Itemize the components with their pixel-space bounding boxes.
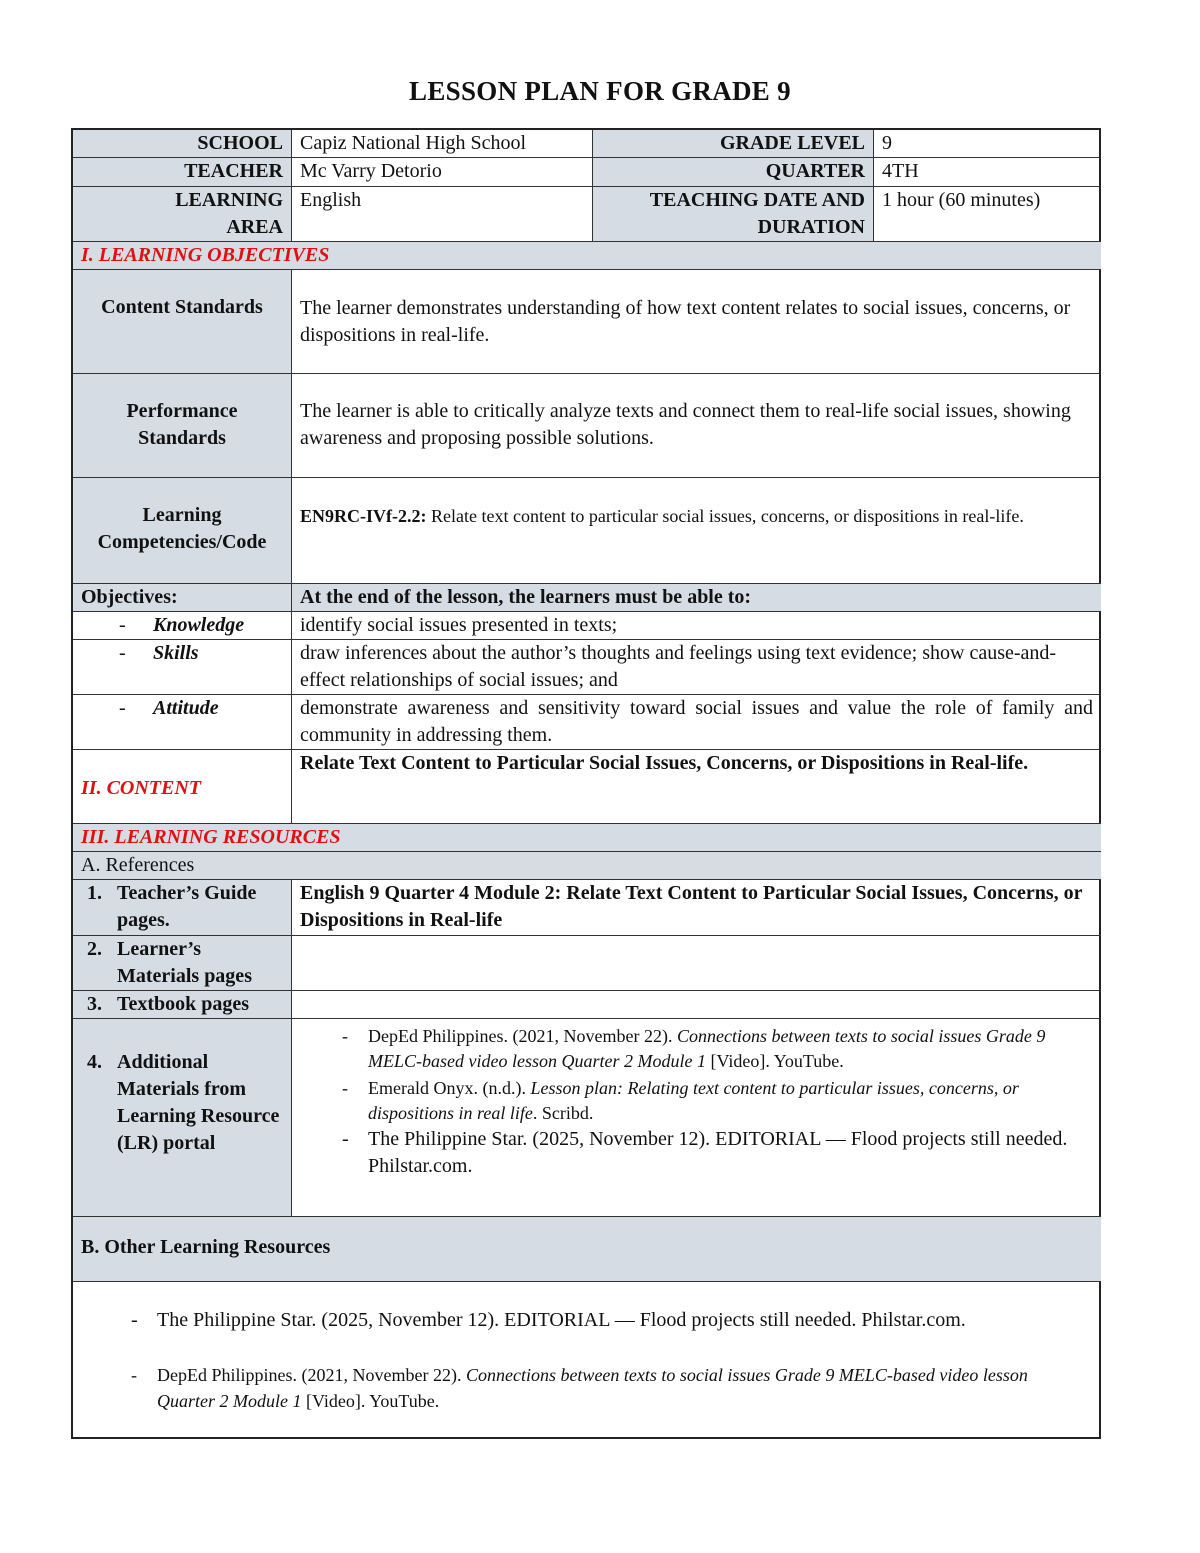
item-number: 4. (87, 1051, 102, 1073)
textbook-pages-text: Textbook pages (117, 993, 250, 1015)
reference-pre: The Philippine Star. (2025, November 12). EDITORIAL — Flood projects still needed. Philstar.com. (368, 1128, 1068, 1177)
dash-marker: - (119, 697, 126, 719)
learning-area-label (73, 187, 292, 242)
reference-pre: DepEd Philippines. (2021, November 22). (368, 1026, 677, 1046)
teaching-date-label-line2: DURATION (757, 216, 865, 238)
reference-post: [Video]. YouTube. (301, 1391, 440, 1411)
dash-marker: - (119, 614, 126, 636)
teaching-date-label (593, 187, 874, 242)
learning-area-label-line2: AREA (226, 216, 283, 238)
additional-materials-text: Additional Materials from Learning Resource (LR) portal (117, 1051, 280, 1154)
skills-label (73, 640, 292, 695)
competency-description: Relate text content to particular social issues, concerns, or dispositions in real-life. (426, 506, 1024, 526)
performance-label-line2: Standards (138, 427, 226, 449)
performance-standards-text: The learner is able to critically analyze texts and connect them to real-life social issues, showing awareness and proposing possible solutions. (292, 374, 1101, 478)
reference-item (332, 1126, 1085, 1180)
reference-italic: Lesson plan: Relating text content to particular issues, concerns, or dispositions in real life (368, 1078, 1019, 1123)
teachers-guide-label (73, 880, 292, 936)
content-standards-label: Content Standards (73, 270, 292, 374)
content-text: Relate Text Content to Particular Social Issues, Concerns, or Dispositions in Real-life. (292, 750, 1101, 824)
learners-materials-value (292, 936, 1101, 991)
reference-italic: Connections between texts to social issues Grade 9 MELC-based video lesson Quarter 2 Module 1 (368, 1026, 1046, 1071)
page-title: LESSON PLAN FOR GRADE 9 (409, 76, 791, 106)
dash-marker: - (119, 642, 126, 664)
learning-area-value: English (292, 187, 593, 242)
attitude-text: demonstrate awareness and sensitivity toward social issues and value the role of family and community in addressing them. (292, 695, 1101, 750)
quarter-value: 4TH (874, 158, 1101, 187)
knowledge-label (73, 612, 292, 640)
competencies-text (292, 478, 1101, 584)
skills-text: draw inferences about the author’s thoughts and feelings using text evidence; show cause-and-effect relationships of social issues; and (292, 640, 1101, 695)
competencies-label-line1: Learning (142, 504, 222, 526)
knowledge-label-text: Knowledge (153, 614, 245, 636)
section-content: II. CONTENT (73, 750, 292, 824)
quarter-label: QUARTER (593, 158, 874, 187)
lesson-plan-table (71, 128, 1101, 1439)
objectives-intro: At the end of the lesson, the learners must be able to: (292, 584, 1101, 612)
reference-item (332, 1024, 1085, 1074)
textbook-pages-label (73, 991, 292, 1019)
competencies-label-line2: Competencies/Code (97, 531, 267, 553)
reference-post: . Scribd. (532, 1103, 594, 1123)
reference-post: [Video]. YouTube. (705, 1051, 844, 1071)
additional-materials-label (73, 1019, 292, 1217)
school-label: SCHOOL (73, 130, 292, 158)
attitude-label-text: Attitude (153, 697, 219, 719)
content-standards-text: The learner demonstrates understanding of how text content relates to social issues, concerns, or dispositions in real-life. (292, 270, 1101, 374)
teaching-date-label-line1: TEACHING DATE AND (649, 189, 865, 211)
objectives-label: Objectives: (73, 584, 292, 612)
school-value: Capiz National High School (292, 130, 593, 158)
grade-level-label: GRADE LEVEL (593, 130, 874, 158)
other-resources-list (73, 1282, 1101, 1439)
reference-item (121, 1362, 1087, 1414)
teachers-guide-text: Teacher’s Guide pages. (117, 882, 257, 931)
item-number: 2. (87, 938, 102, 960)
reference-pre: DepEd Philippines. (2021, November 22). (157, 1365, 466, 1385)
grade-level-value: 9 (874, 130, 1101, 158)
competency-code: EN9RC-IVf-2.2: (300, 506, 427, 526)
skills-label-text: Skills (153, 642, 199, 664)
reference-italic: Connections between texts to social issues Grade 9 MELC-based video lesson Quarter 2 Module 1 (157, 1365, 1028, 1411)
learning-area-label-line1: LEARNING (175, 189, 283, 211)
attitude-label (73, 695, 292, 750)
other-resources-label: B. Other Learning Resources (73, 1217, 1101, 1282)
teachers-guide-value: English 9 Quarter 4 Module 2: Relate Text Content to Particular Social Issues, Concerns, or Dispositions in Real-life (292, 880, 1101, 936)
teacher-value: Mc Varry Detorio (292, 158, 593, 187)
item-number: 1. (87, 882, 102, 904)
learners-materials-label (73, 936, 292, 991)
performance-standards-label (73, 374, 292, 478)
additional-materials-list (292, 1019, 1101, 1217)
reference-item (332, 1076, 1085, 1126)
knowledge-text: identify social issues presented in texts; (292, 612, 1101, 640)
performance-label-line1: Performance (126, 400, 238, 422)
textbook-pages-value (292, 991, 1101, 1019)
reference-pre: Emerald Onyx. (n.d.). (368, 1078, 531, 1098)
reference-pre: The Philippine Star. (2025, November 12). EDITORIAL — Flood projects still needed. Philstar.com. (157, 1309, 966, 1331)
teaching-date-value: 1 hour (60 minutes) (874, 187, 1101, 242)
competencies-label (73, 478, 292, 584)
section-learning-resources: III. LEARNING RESOURCES (73, 824, 1101, 852)
reference-item (121, 1307, 1087, 1334)
section-learning-objectives: I. LEARNING OBJECTIVES (73, 242, 1101, 270)
teacher-label: TEACHER (73, 158, 292, 187)
item-number: 3. (87, 993, 102, 1015)
learners-materials-text: Learner’s Materials pages (117, 938, 252, 987)
references-label: A. References (73, 852, 1101, 880)
